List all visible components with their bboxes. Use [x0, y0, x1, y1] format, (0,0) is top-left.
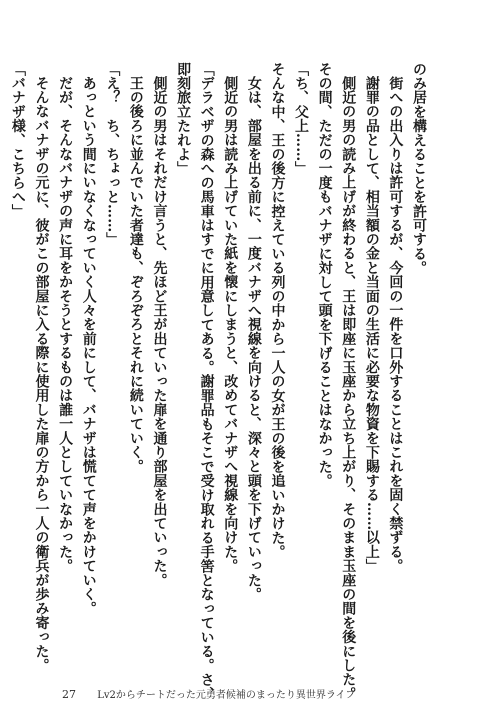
text-line: 側近の男は読み上げていた紙を懐にしまうと、改めてバナザへ視線を向けた。 — [222, 76, 239, 573]
text-line: 街への出入りは許可するが、今回の一件を口外することはこれを固く禁ずる。 — [387, 76, 404, 573]
text-line: 女は、部屋を出る前に、一度バナザへ視線を向けると、深々と頭を下げていった。 — [245, 76, 262, 602]
text-line: そんなバナザの元に、彼がこの部屋に入る際に使用した扉の方から一人の衛兵が歩み寄った。 — [33, 76, 50, 673]
text-line: だが、そんなバナザの声に耳をかそうとするものは誰一人としていなかった。 — [57, 76, 74, 573]
text-line: のみ居を構えることを許可する。 — [411, 62, 427, 275]
text-line: 「ち、父上……」 — [293, 62, 310, 176]
text-line: 「デラベザの森への馬車はすでに用意してある。謝罪品もそこで受け取れる手筈となっている。さ、 — [198, 62, 215, 701]
text-line: そんな中、王の後方に控えている列の中から一人の女が王の後を追いかけた。 — [269, 62, 286, 559]
text-line: その間、ただの一度もバナザに対して頭を下げることはなかった。 — [316, 62, 333, 488]
page-footer — [62, 686, 355, 701]
text-line: あっという間にいなくなっていく人々を前にして、バナザは慌てて声をかけていく。 — [80, 76, 97, 616]
text-line: 側近の男はそれだけ言うと、先ほど王が出ていった扉を通り部屋を出ていった。 — [151, 76, 168, 588]
text-line: 側近の男の読み上げが終わると、王は即座に玉座から立ち上がり、そのまま玉座の間を後にした。 — [340, 76, 357, 701]
text-line: 「え？ ち、ちょっと……」 — [104, 62, 121, 247]
text-line: 王の後ろに並んでいた者達も、ぞろぞろとそれに続いていく。 — [127, 76, 144, 474]
page-number: 27 — [62, 688, 76, 701]
book-title: Lv2からチートだった元勇者候補のまったり異世界ライフ — [97, 690, 356, 701]
text-line: 即刻旅立たれよ」 — [175, 62, 192, 176]
text-line: 「バナザ様、こちらへ」 — [9, 62, 26, 219]
text-line: 謝罪の品として、相当額の金と当面の生活に必要な物資を下賜する……以上」 — [363, 76, 380, 573]
